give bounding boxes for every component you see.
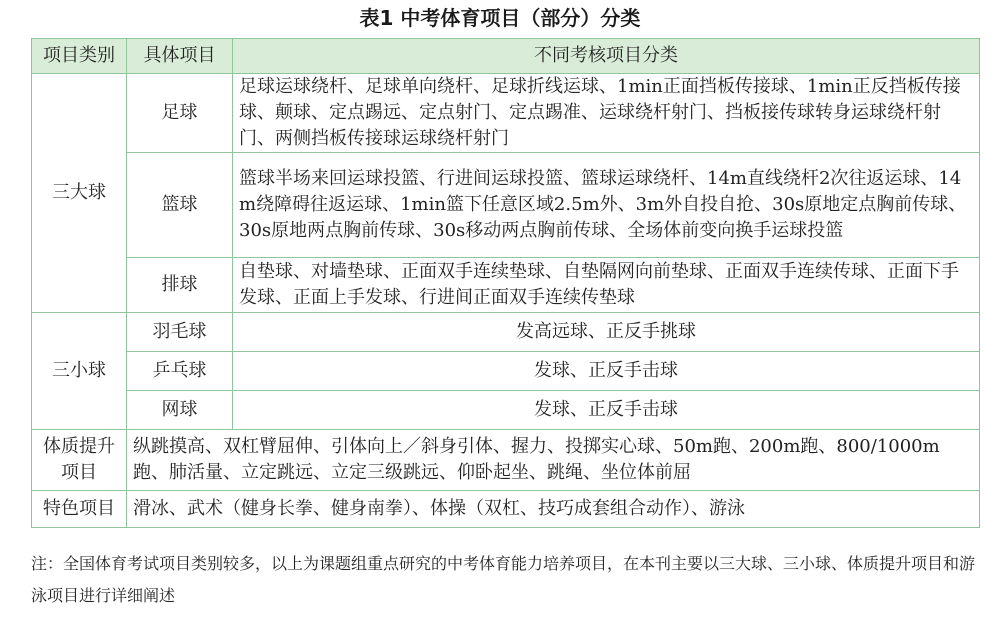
category-cell-big-balls: 三大球 xyxy=(32,74,127,313)
table-row xyxy=(32,313,980,352)
item-cell: 网球 xyxy=(127,391,233,430)
table-row xyxy=(32,430,980,491)
content-cell: 足球运球绕杆、足球单向绕杆、足球折线运球、1min正面挡板传接球、1min正反挡板传接球、颠球、定点踢远、定点射门、定点踢准、运球绕杆射门、挡板接传球转身运球绕杆射门、两侧挡板传接球运球绕杆射门 xyxy=(233,74,980,153)
table-row xyxy=(32,352,980,391)
header-classification: 不同考核项目分类 xyxy=(233,39,980,74)
table-footnote: 注：全国体育考试项目类别较多，以上为课题组重点研究的中考体育能力培养项目，在本刊主要以三大球、三小球、体质提升项目和游泳项目进行详细阐述 xyxy=(31,554,976,605)
content-cell: 滑冰、武术（健身长拳、健身南拳）、体操（双杠、技巧成套组合动作）、游泳 xyxy=(127,491,980,528)
item-cell: 篮球 xyxy=(127,153,233,258)
sports-classification-table xyxy=(31,38,980,528)
header-item: 具体项目 xyxy=(127,39,233,74)
item-cell: 乒乓球 xyxy=(127,352,233,391)
content-cell: 发球、正反手击球 xyxy=(233,391,980,430)
content-cell: 篮球半场来回运球投篮、行进间运球投篮、篮球运球绕杆、14m直线绕杆2次往返运球、14m绕障碍往返运球、1min篮下任意区域2.5m外、3m外自投自抢、30s原地定点胸前传球、30s原地两点胸前传球、30s移动两点胸前传球、全场体前变向换手运球投篮 xyxy=(233,153,980,258)
content-cell: 自垫球、对墙垫球、正面双手连续垫球、自垫隔网向前垫球、正面双手连续传球、正面下手发球、正面上手发球、行进间正面双手连续传垫球 xyxy=(233,258,980,313)
table-header-row xyxy=(32,39,980,74)
table-row xyxy=(32,491,980,528)
content-cell: 发球、正反手击球 xyxy=(233,352,980,391)
table-row xyxy=(32,74,980,153)
table-row xyxy=(32,153,980,258)
table-row xyxy=(32,391,980,430)
item-cell: 足球 xyxy=(127,74,233,153)
item-cell: 羽毛球 xyxy=(127,313,233,352)
table-row xyxy=(32,258,980,313)
category-cell-fitness: 体质提升项目 xyxy=(32,430,127,491)
category-cell-special: 特色项目 xyxy=(32,491,127,528)
category-cell-small-balls: 三小球 xyxy=(32,313,127,430)
content-cell: 发高远球、正反手挑球 xyxy=(233,313,980,352)
header-category: 项目类别 xyxy=(32,39,127,74)
item-cell: 排球 xyxy=(127,258,233,313)
table-title: 表1 中考体育项目（部分）分类 xyxy=(359,6,641,30)
content-cell: 纵跳摸高、双杠臂屈伸、引体向上／斜身引体、握力、投掷实心球、50m跑、200m跑、800/1000m跑、肺活量、立定跳远、立定三级跳远、仰卧起坐、跳绳、坐位体前屈 xyxy=(127,430,980,491)
